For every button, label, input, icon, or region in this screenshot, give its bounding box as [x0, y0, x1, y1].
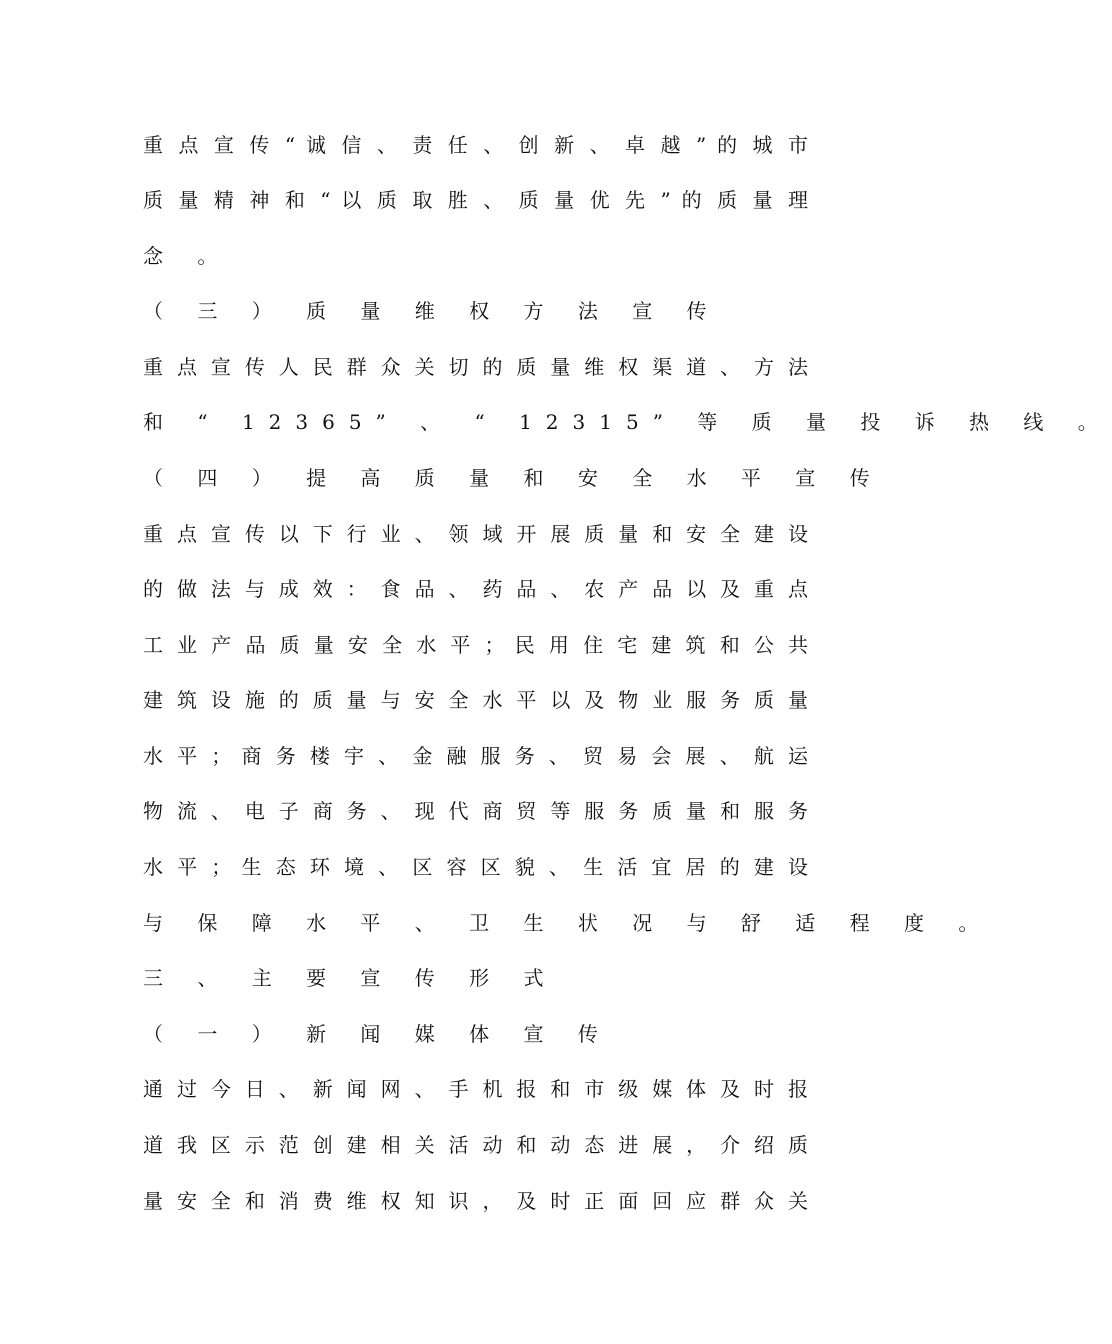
text-line-1: 重 点 宣 传 “ 诚 信 、 责 任 、 创 新 、 卓 越 ” 的 城 市 [143, 133, 808, 157]
chapter-heading-3: 三 、 主 要 宣 传 形 式 [143, 966, 558, 990]
text-line-20: 量 安 全 和 消 费 维 权 知 识 ， 及 时 正 面 回 应 群 众 关 [143, 1189, 808, 1213]
text-line-2: 质 量 精 神 和 “ 以 质 取 胜 、 质 量 优 先 ” 的 质 量 理 [143, 188, 808, 212]
text-line-19: 道 我 区 示 范 创 建 相 关 活 动 和 动 态 进 展 ， 介 绍 质 [143, 1133, 808, 1157]
text-line-14: 水 平 ； 生 态 环 境 、 区 容 区 貌 、 生 活 宜 居 的 建 设 [143, 855, 808, 879]
text-line-3: 念 。 [143, 244, 232, 268]
text-line-5: 重 点 宣 传 人 民 群 众 关 切 的 质 量 维 权 渠 道 、 方 法 [143, 355, 808, 379]
text-line-18: 通 过 今 日 、 新 闻 网 、 手 机 报 和 市 级 媒 体 及 时 报 [143, 1077, 808, 1101]
text-line-10: 工 业 产 品 质 量 安 全 水 平 ； 民 用 住 宅 建 筑 和 公 共 [143, 633, 808, 657]
section-heading-1: （ 一 ） 新 闻 媒 体 宣 传 [143, 1022, 612, 1046]
text-line-11: 建 筑 设 施 的 质 量 与 安 全 水 平 以 及 物 业 服 务 质 量 [143, 688, 808, 712]
text-line-6: 和 “ 12365” 、 “ 12315” 等 质 量 投 诉 热 线 。 [143, 410, 1112, 434]
section-heading-3: （ 三 ） 质 量 维 权 方 法 宣 传 [143, 299, 721, 323]
text-line-15: 与 保 障 水 平 、 卫 生 状 况 与 舒 适 程 度 。 [143, 911, 993, 935]
section-heading-4: （ 四 ） 提 高 质 量 和 安 全 水 平 宣 传 [143, 466, 884, 490]
text-line-8: 重 点 宣 传 以 下 行 业 、 领 域 开 展 质 量 和 安 全 建 设 [143, 522, 808, 546]
text-line-13: 物 流 、 电 子 商 务 、 现 代 商 贸 等 服 务 质 量 和 服 务 [143, 799, 808, 823]
text-line-9: 的 做 法 与 成 效 ： 食 品 、 药 品 、 农 产 品 以 及 重 点 [143, 577, 808, 601]
text-line-12: 水 平 ； 商 务 楼 宇 、 金 融 服 务 、 贸 易 会 展 、 航 运 [143, 744, 808, 768]
